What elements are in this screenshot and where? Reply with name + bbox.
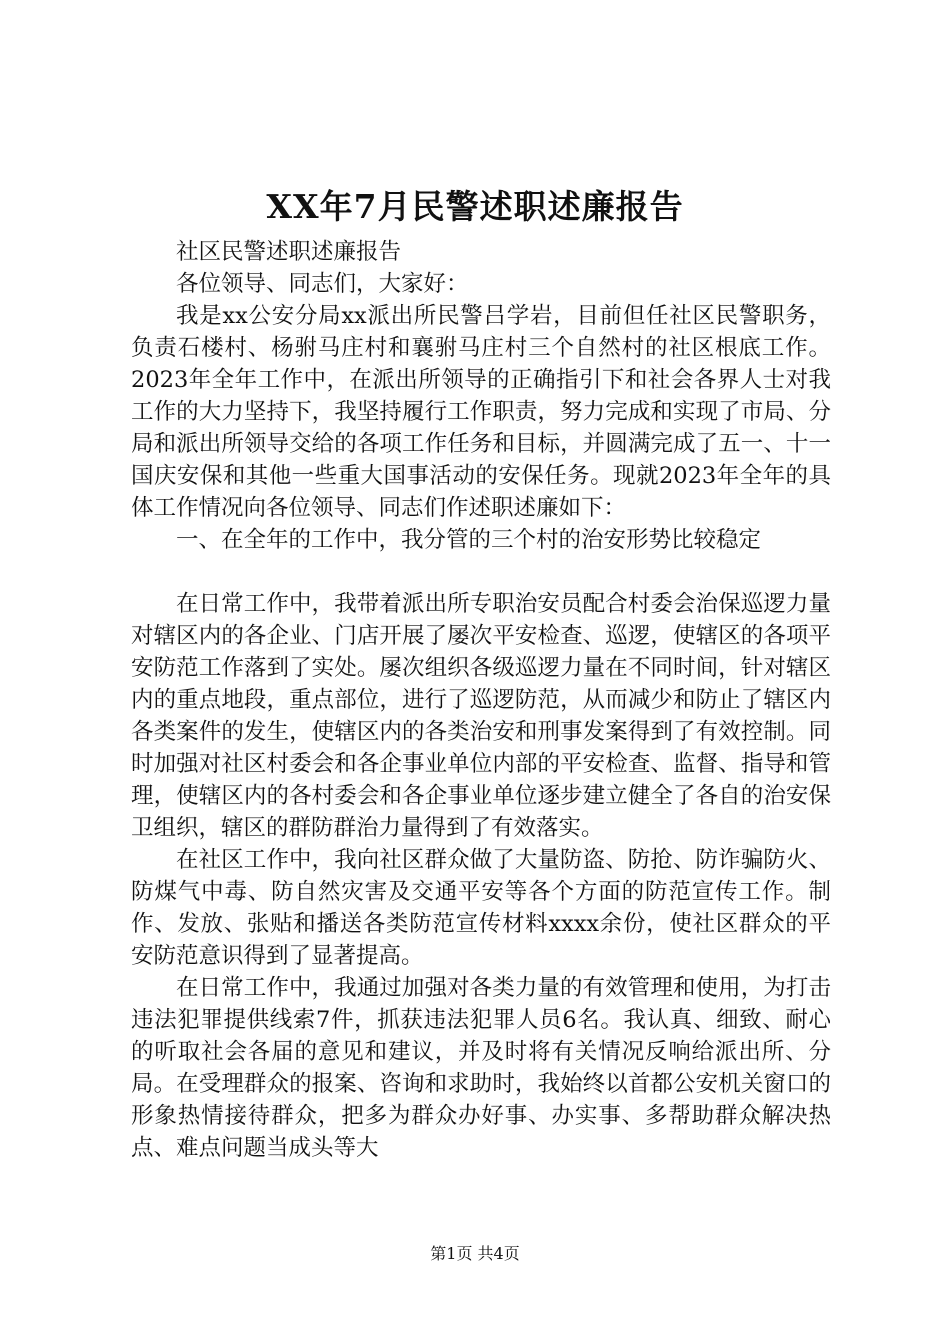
document-body — [131, 236, 831, 1164]
paragraph-community-work: 在社区工作中，我向社区群众做了大量防盗、防抢、防诈骗防火、防煤气中毒、防自然灾害及交通平安等各个方面的防范宣传工作。制作、发放、张贴和播送各类防范宣传材料xxxx余份，使社区群众的平安防范意识得到了显著提高。 — [131, 847, 831, 969]
section-heading-1: 一、在全年的工作中，我分管的三个村的治安形势比较稳定 — [176, 527, 762, 553]
paragraph-greeting: 各位领导、同志们，大家好： — [176, 271, 469, 297]
page-number-footer: 第1页 共4页 — [430, 1244, 520, 1263]
paragraph-enforcement: 在日常工作中，我通过加强对各类力量的有效管理和使用，为打击违法犯罪提供线索7件，抓获违法犯罪人员6名。我认真、细致、耐心的听取社会各届的意见和建议，并及时将有关情况反响给派出所、分局。在受理群众的报案、咨询和求助时，我始终以首都公安机关窗口的形象热情接待群众，把多为群众办好事、办实事、多帮助群众解决热点、难点问题当成头等大 — [131, 975, 831, 1161]
paragraph-daily-work: 在日常工作中，我带着派出所专职治安员配合村委会治保巡逻力量对辖区内的各企业、门店开展了屡次平安检查、巡逻，使辖区的各项平安防范工作落到了实处。屡次组织各级巡逻力量在不同时间，针对辖区内的重点地段，重点部位，进行了巡逻防范，从而减少和防止了辖区内各类案件的发生，使辖区内的各类治安和刑事发案得到了有效控制。同时加强对社区村委会和各企事业单位内部的平安检查、监督、指导和管理，使辖区内的各村委会和各企事业单位逐步建立健全了各自的治安保卫组织，辖区的群防群治力量得到了有效落实。 — [131, 591, 831, 841]
document-title: XX年7月民警述职述廉报告 — [266, 187, 684, 226]
paragraph-subtitle: 社区民警述职述廉报告 — [176, 239, 402, 265]
paragraph-introduction: 我是xx公安分局xx派出所民警吕学岩，目前但任社区民警职务，负责石楼村、杨驸马庄村和襄驸马庄村三个自然村的社区根底工作。2023年全年工作中，在派出所领导的正确指引下和社会各界人士对我工作的大力坚持下，我坚持履行工作职责，努力完成和实现了市局、分局和派出所领导交给的各项工作任务和目标，并圆满完成了五一、十一国庆安保和其他一些重大国事活动的安保任务。现就2023年全年的具体工作情况向各位领导、同志们作述职述廉如下： — [131, 303, 831, 521]
